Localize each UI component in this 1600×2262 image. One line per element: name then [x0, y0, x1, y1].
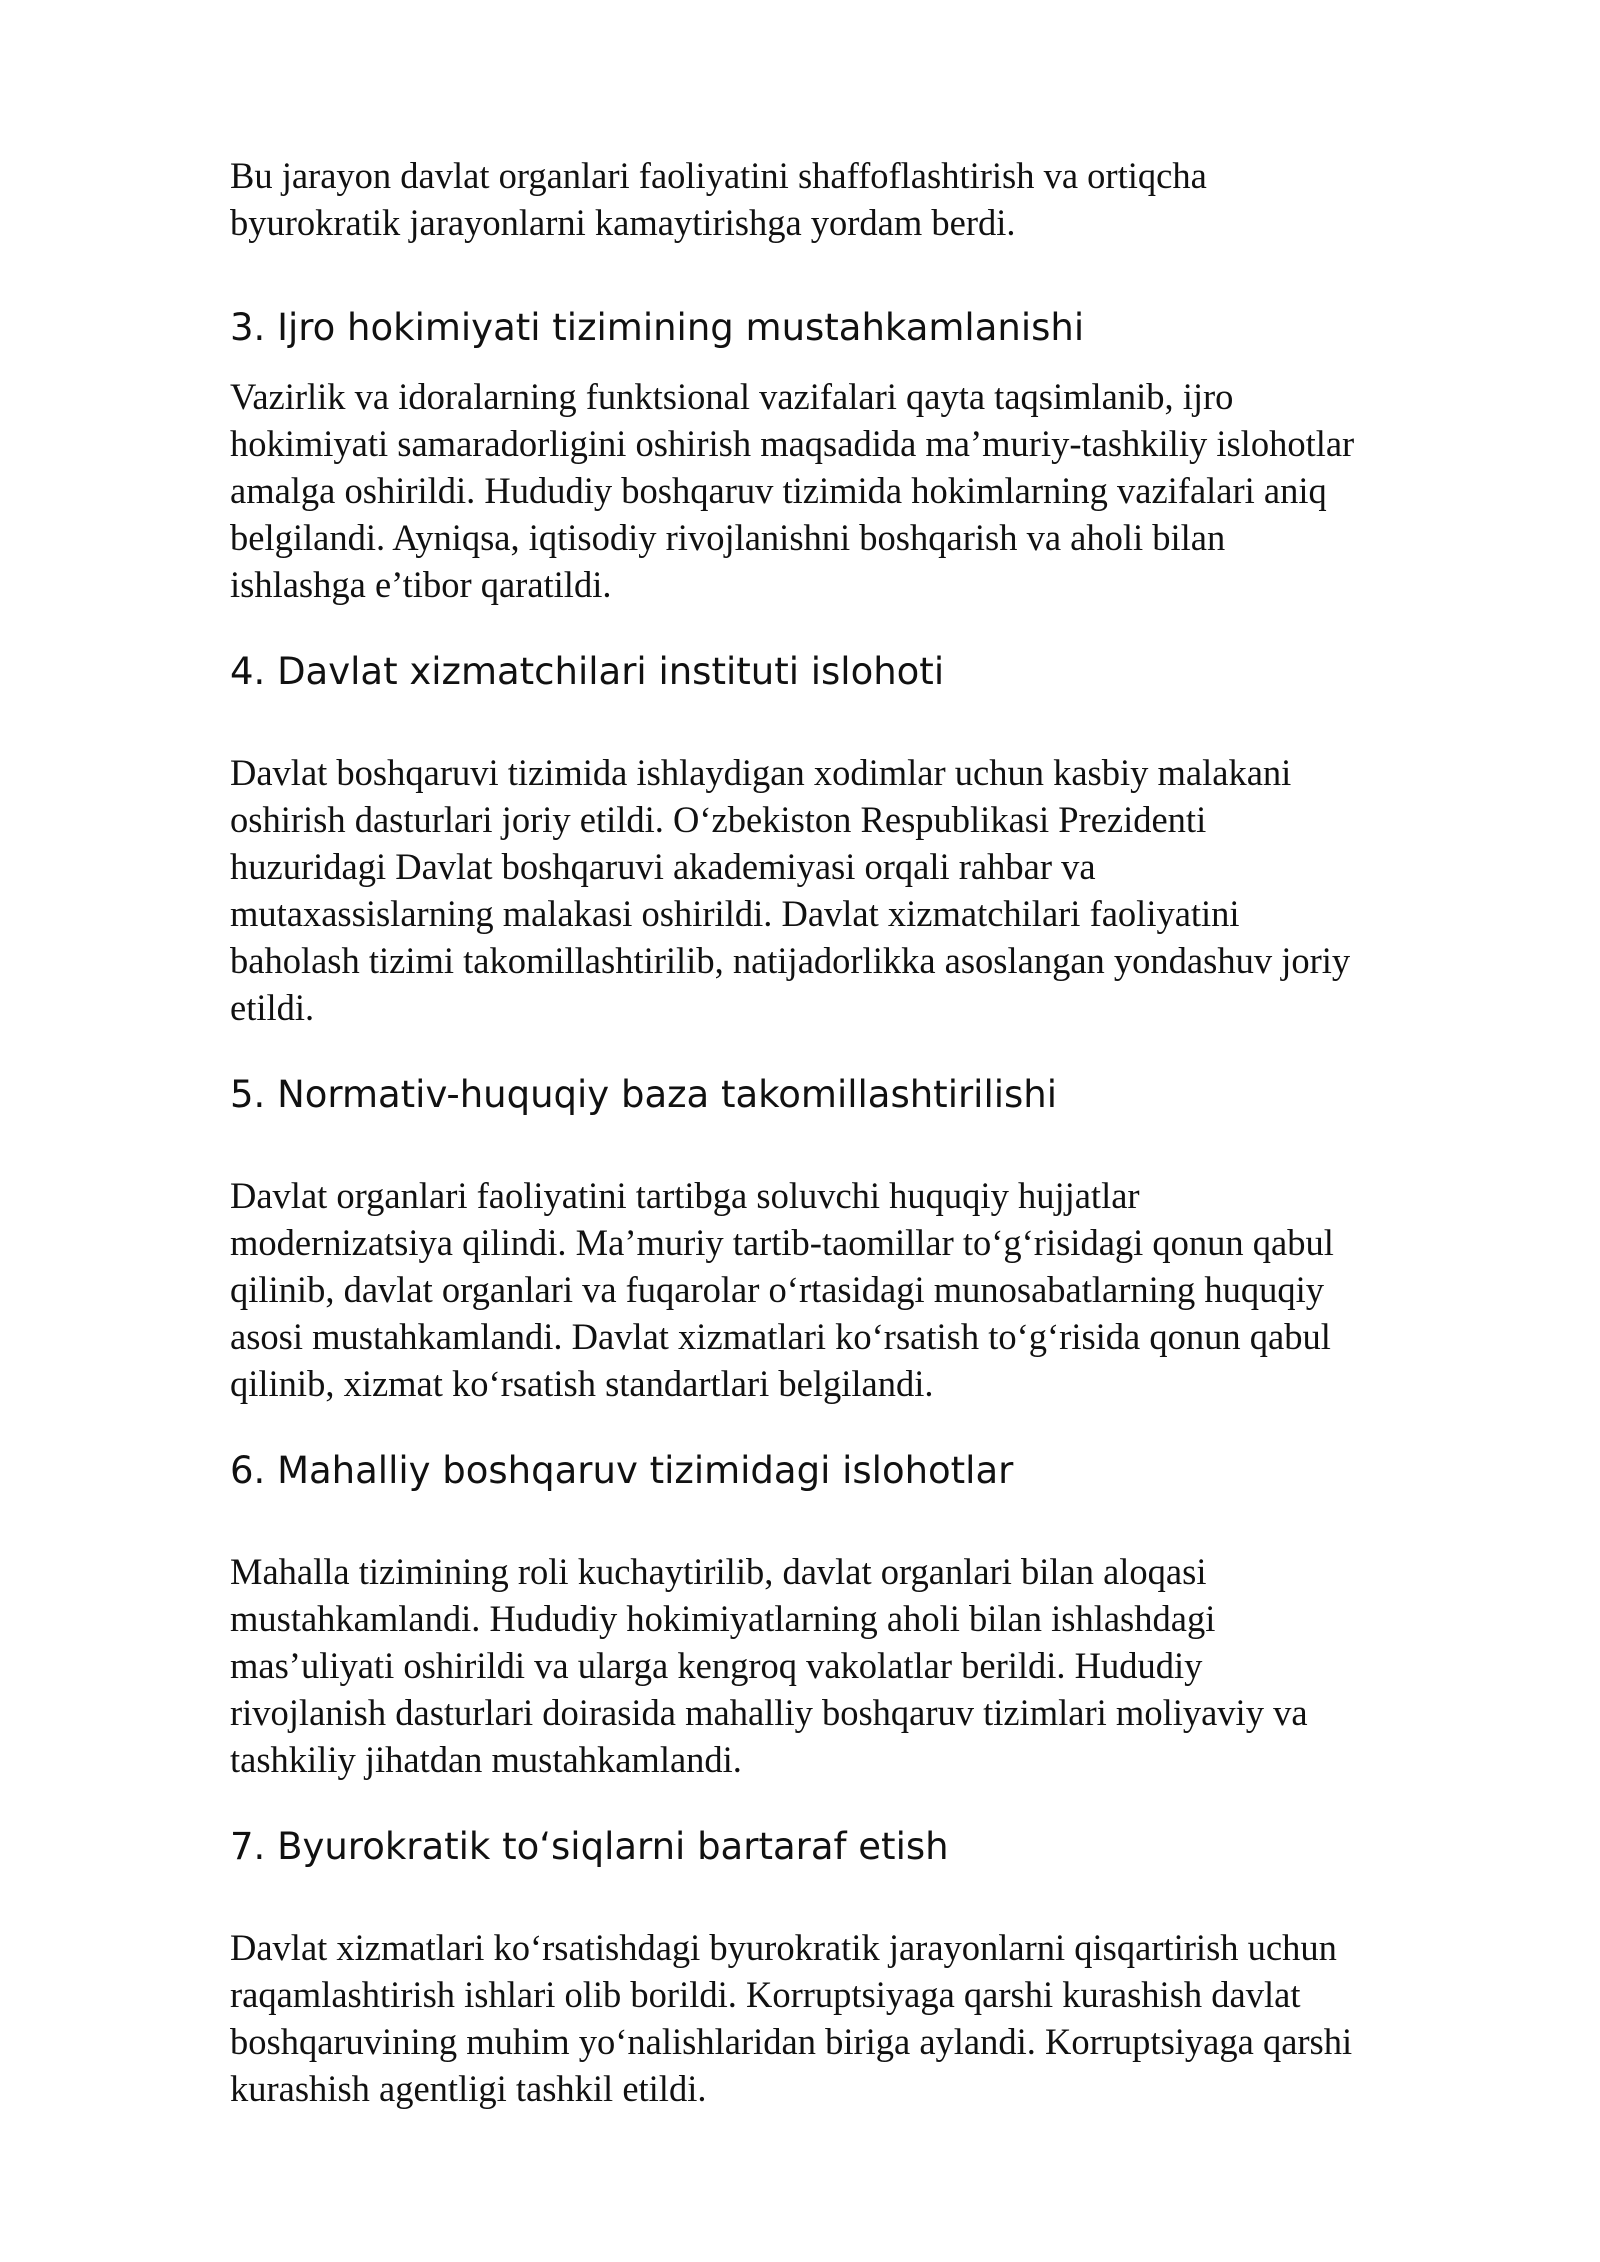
section-heading-3: 3. Ijro hokimiyati tizimining mustahkamlanishi	[230, 306, 1085, 349]
paragraph-line: kurashish agentligi tashkil etildi.	[230, 2068, 707, 2109]
paragraph-line: mutaxassislarning malakasi oshirildi. Davlat xizmatchilari faoliyatini	[230, 893, 1240, 934]
section-paragraph-5	[230, 1172, 1490, 1407]
paragraph-line: mas’uliyati oshirildi va ularga kengroq vakolatlar berildi. Hududiy	[230, 1645, 1203, 1686]
paragraph-line: amalga oshirildi. Hududiy boshqaruv tizimida hokimlarning vazifalari aniq	[230, 470, 1327, 511]
section-paragraph-6	[230, 1548, 1490, 1783]
paragraph-line: asosi mustahkamlandi. Davlat xizmatlari ko‘rsatish to‘g‘risida qonun qabul	[230, 1316, 1331, 1357]
paragraph-line: qilinib, davlat organlari va fuqarolar o‘rtasidagi munosabatlarning huquqiy	[230, 1269, 1325, 1310]
paragraph-line: boshqaruvining muhim yo‘nalishlaridan biriga aylandi. Korruptsiyaga qarshi	[230, 2021, 1353, 2062]
paragraph-line: rivojlanish dasturlari doirasida mahalliy boshqaruv tizimlari moliyaviy va	[230, 1692, 1308, 1733]
paragraph-line: qilinib, xizmat ko‘rsatish standartlari belgilandi.	[230, 1363, 934, 1404]
paragraph-line: Mahalla tizimining roli kuchaytirilib, davlat organlari bilan aloqasi	[230, 1551, 1207, 1592]
paragraph-line: tashkiliy jihatdan mustahkamlandi.	[230, 1739, 742, 1780]
paragraph-line: Vazirlik va idoralarning funktsional vazifalari qayta taqsimlanib, ijro	[230, 376, 1234, 417]
section-paragraph-4	[230, 749, 1490, 1031]
paragraph-line: raqamlashtirish ishlari olib borildi. Korruptsiyaga qarshi kurashish davlat	[230, 1974, 1301, 2015]
paragraph-line: oshirish dasturlari joriy etildi. O‘zbekiston Respublikasi Prezidenti	[230, 799, 1207, 840]
paragraph-line: ishlashga e’tibor qaratildi.	[230, 564, 612, 605]
paragraph-line: byurokratik jarayonlarni kamaytirishga yordam berdi.	[230, 202, 1016, 243]
paragraph-line: mustahkamlandi. Hududiy hokimiyatlarning aholi bilan ishlashdagi	[230, 1598, 1216, 1639]
section-paragraph-7	[230, 1924, 1490, 2112]
section-heading-4: 4. Davlat xizmatchilari instituti islohoti	[230, 650, 945, 693]
paragraph-line: Davlat organlari faoliyatini tartibga soluvchi huquqiy hujjatlar	[230, 1175, 1140, 1216]
paragraph-line: Bu jarayon davlat organlari faoliyatini shaffoflashtirish va ortiqcha	[230, 155, 1207, 196]
paragraph-line: baholash tizimi takomillashtirilib, natijadorlikka asoslangan yondashuv joriy	[230, 940, 1351, 981]
section-paragraph-3	[230, 373, 1490, 608]
paragraph-line: etildi.	[230, 987, 315, 1028]
section-heading-7: 7. Byurokratik to‘siqlarni bartaraf etish	[230, 1825, 949, 1868]
paragraph-line: belgilandi. Ayniqsa, iqtisodiy rivojlanishni boshqarish va aholi bilan	[230, 517, 1226, 558]
paragraph-line: hokimiyati samaradorligini oshirish maqsadida ma’muriy-tashkiliy islohotlar	[230, 423, 1355, 464]
paragraph-line: modernizatsiya qilindi. Ma’muriy tartib-taomillar to‘g‘risidagi qonun qabul	[230, 1222, 1334, 1263]
section-heading-5: 5. Normativ-huquqiy baza takomillashtirilishi	[230, 1073, 1058, 1116]
section-heading-6: 6. Mahalliy boshqaruv tizimidagi islohotlar	[230, 1449, 1014, 1492]
intro-paragraph	[230, 152, 1490, 246]
paragraph-line: Davlat boshqaruvi tizimida ishlaydigan xodimlar uchun kasbiy malakani	[230, 752, 1292, 793]
document-body	[230, 152, 1490, 2112]
paragraph-line: huzuridagi Davlat boshqaruvi akademiyasi orqali rahbar va	[230, 846, 1096, 887]
paragraph-line: Davlat xizmatlari ko‘rsatishdagi byurokratik jarayonlarni qisqartirish uchun	[230, 1927, 1337, 1968]
